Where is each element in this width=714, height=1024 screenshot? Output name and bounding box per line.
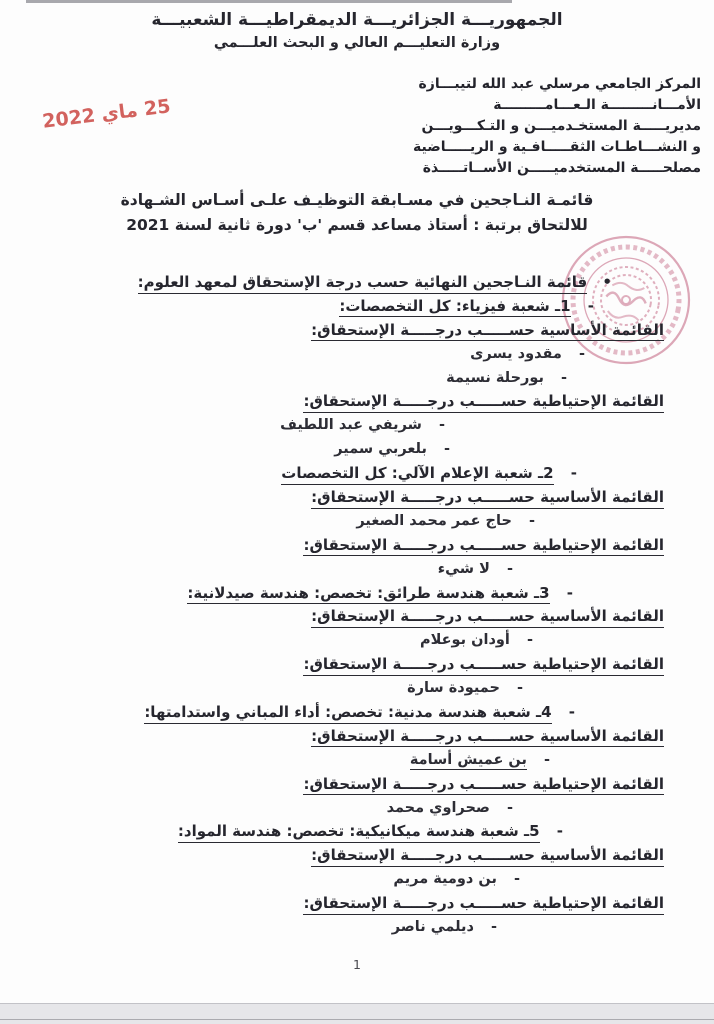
primary-list-label: القائمة الأساسية حســـــب درجـــــة الإستحقاق: [0, 844, 664, 868]
photo-top-edge [26, 0, 512, 3]
candidate-name-row [0, 510, 535, 534]
candidate-name: صحراوي محمد [386, 799, 490, 816]
candidate-name: أودان بوعلام [420, 632, 510, 649]
section-4-heading: 4ـ شعبة هندسة مدنية: تخصص: أداء المباني واستدامتها: [144, 703, 551, 724]
section-heading-row [0, 701, 575, 725]
reserve-list-label: القائمة الإحتياطية حســـــب درجـــــة الإستحقاق: [0, 653, 664, 677]
results-list [0, 271, 714, 940]
primary-list-label: القائمة الأساسية حســـــب درجـــــة الإستحقاق: [0, 319, 664, 343]
candidate-name: بورحلة نسيمة [446, 369, 544, 386]
dash-icon: - [543, 751, 550, 768]
candidate-name: حاج عمر محمد الصغير [356, 512, 512, 529]
date-stamp: 25 ماي 2022 [41, 95, 172, 133]
candidate-name-row [0, 916, 497, 940]
staff-service-line: مصلحـــــة المستخدميـــــن الأســاتـــــذة [422, 160, 701, 176]
candidate-name-row [0, 367, 567, 391]
photo-bottom-edge-line [0, 1019, 714, 1020]
primary-list-label: القائمة الأساسية حســـــب درجـــــة الإستحقاق: [0, 605, 664, 629]
dash-icon: - [528, 512, 535, 529]
candidate-name: شريفي عبد اللطيف [280, 417, 422, 434]
dash-icon: - [570, 464, 577, 483]
dash-icon: - [438, 417, 445, 434]
section-heading-row [0, 582, 573, 606]
reserve-list-label: القائمة الإحتياطية حســـــب درجـــــة الإستحقاق: [0, 534, 664, 558]
dash-icon: - [566, 583, 573, 602]
section-heading-row [0, 820, 563, 844]
dash-icon: - [556, 822, 563, 841]
candidate-name-row [0, 677, 523, 701]
primary-list-label: القائمة الأساسية حســـــب درجـــــة الإستحقاق: [0, 725, 664, 749]
photo-bottom-edge [0, 1003, 714, 1024]
section-2-heading: 2ـ شعبة الإعلام الآلي: كل التخصصات [281, 464, 553, 485]
candidate-name-row [0, 414, 445, 438]
reserve-list-label: القائمة الإحتياطية حســـــب درجـــــة الإستحقاق: [0, 773, 664, 797]
candidate-name: بلعربي سمير [334, 441, 427, 458]
primary-list-label: القائمة الأساسية حســـــب درجـــــة الإستحقاق: [0, 486, 664, 510]
document-title-line2: للالتحاق برتبة : أستاذ مساعد قسم 'ب' دورة ثانية لسنة 2021 [126, 216, 588, 234]
institution-block [413, 74, 701, 179]
candidate-name: بن دومية مريم [393, 871, 497, 888]
dash-icon: - [587, 296, 594, 315]
dash-icon: - [506, 799, 513, 816]
section-3-heading: 3ـ شعبة هندسة طرائق: تخصص: هندسة صيدلانية: [187, 584, 549, 605]
dash-icon: - [568, 703, 575, 722]
reserve-list-label: القائمة الإحتياطية حســـــب درجـــــة الإستحقاق: [0, 892, 664, 916]
candidate-name-row [0, 558, 513, 582]
dash-icon: - [516, 680, 523, 697]
section-1-heading: 1ـ شعبة فيزياء: كل التخصصات: [339, 297, 570, 318]
candidate-name-row [0, 868, 520, 892]
dash-icon: - [490, 919, 497, 936]
page-number: 1 [353, 957, 361, 972]
general-secretariat-line: الأمـــانـــــــــة الـعـــامـــــــــة [493, 97, 701, 113]
dash-icon: - [526, 632, 533, 649]
bullet-icon: • [602, 273, 612, 291]
section-heading-row [0, 295, 594, 319]
candidate-name-row [0, 797, 513, 821]
candidate-name-row [0, 749, 550, 773]
candidate-name: مقدود يسرى [470, 345, 562, 362]
document-title [0, 188, 714, 238]
final-list-heading: قائمة النـاجحين النهائية حسب درجة الإستحقاق لمعهد العلوم: [138, 273, 588, 294]
no-candidate-text: لا شيء [437, 560, 490, 577]
dash-icon: - [560, 369, 567, 386]
government-header [0, 10, 714, 51]
dash-icon: - [506, 560, 513, 577]
candidate-name: حميودة سارة [407, 680, 500, 697]
dash-icon: - [513, 871, 520, 888]
section-5-heading: 5ـ شعبة هندسة ميكانيكية: تخصص: هندسة المواد: [178, 822, 540, 843]
institution-name: المركز الجامعي مرسلي عبد الله لتيبـــازة [418, 76, 701, 92]
dash-icon: - [578, 345, 585, 362]
activities-line: و النشـــاطـات الثقـــــافـية و الريـــــاضية [413, 139, 701, 155]
candidate-name: بن عميش أسامة [410, 752, 527, 771]
candidate-name-row [0, 343, 585, 367]
candidate-name-row [0, 438, 450, 462]
dash-icon: - [443, 441, 450, 458]
republic-title: الجمهوريـــة الجزائريـــة الديمقراطيـــة الشعبيـــة [151, 10, 563, 30]
section-heading-row [0, 462, 577, 486]
candidate-name-row [0, 629, 533, 653]
directorate-line: مديريـــــة المستخـدميـــن و التـكـــويـــن [421, 118, 701, 134]
reserve-list-label: القائمة الإحتياطية حســـــب درجـــــة الإستحقاق: [0, 390, 664, 414]
ministry-title: وزارة التعليـــم العالي و البحث العلـــمي [213, 35, 501, 51]
final-list-heading-row [0, 271, 612, 295]
document-title-line1: قائمـة النـاجحين في مسـابقة التوظيـف علـى أسـاس الشـهادة [120, 191, 594, 209]
candidate-name: ديلمي ناصر [391, 919, 474, 936]
